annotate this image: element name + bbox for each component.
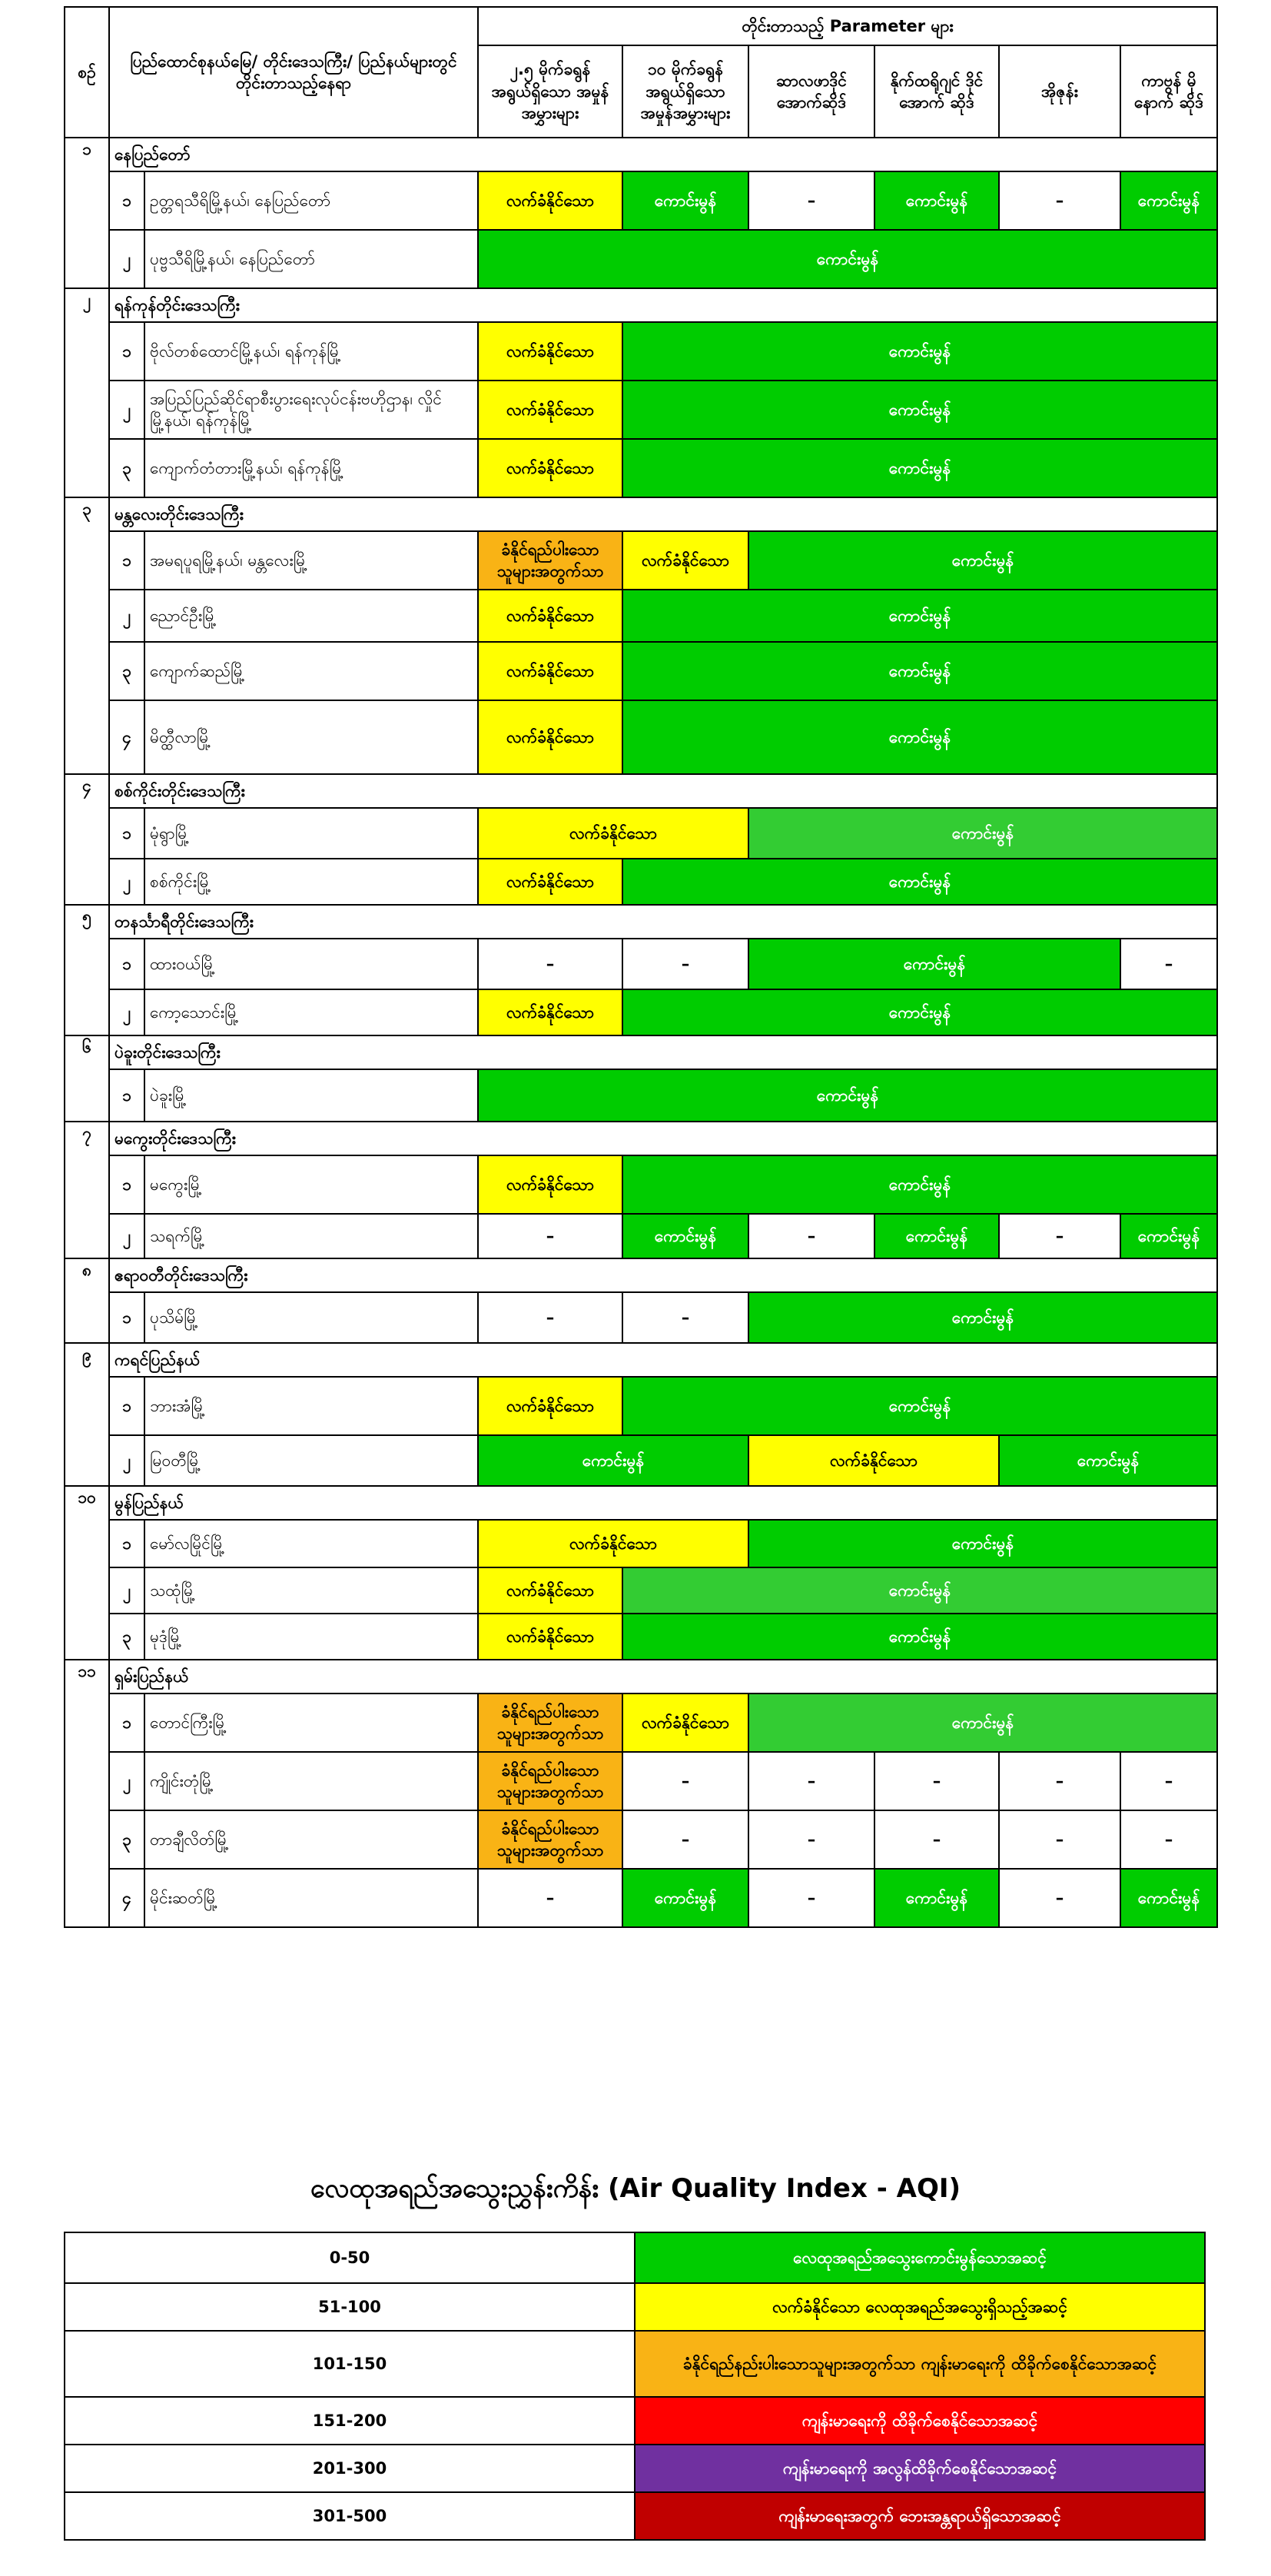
status-cell: ကောင်းမွန် [622, 381, 1217, 439]
status-cell: လက်ခံနိုင်သော [478, 590, 622, 642]
table-row [65, 1520, 1217, 1567]
status-cell: ကောင်းမွန် [622, 1377, 1217, 1435]
status-cell: – [478, 1214, 622, 1258]
row-number: ၄ [109, 1869, 144, 1927]
status-cell: ကောင်းမွန် [874, 1869, 999, 1927]
status-cell: ကောင်းမွန် [748, 1520, 1217, 1567]
aqi-row [65, 2445, 1205, 2492]
header-param-so2: ဆာလဖာဒိုင် အောက်ဆိုဒ် [748, 45, 874, 138]
header-param-co: ကာဗွန် မိုနောက် ဆိုဒ် [1120, 45, 1217, 138]
row-number: ၂ [109, 1752, 144, 1810]
status-cell: – [999, 171, 1120, 230]
region-number: ၁ [65, 138, 109, 288]
status-cell: လက်ခံနိုင်သော [478, 700, 622, 774]
region-number: ၂ [65, 288, 109, 497]
table-row [65, 1694, 1217, 1752]
status-cell: ကောင်းမွန် [622, 171, 748, 230]
status-cell: လက်ခံနိုင်သော [478, 859, 622, 905]
status-cell: ကောင်းမွန် [622, 590, 1217, 642]
aqi-title: လေထုအရည်အသွေးညွှန်းကိန်း (Air Quality Index - AQI) [310, 2173, 961, 2204]
status-cell: – [999, 1214, 1120, 1258]
table-row [65, 642, 1217, 700]
row-number: ၁ [109, 171, 144, 230]
region-number: ၃ [65, 497, 109, 774]
region-header-row [65, 1258, 1217, 1292]
region-header-row [65, 1122, 1217, 1155]
location-name: တောင်ကြီးမြို့ [144, 1694, 478, 1752]
header-no: စဉ် [65, 7, 109, 138]
row-number: ၁ [109, 322, 144, 381]
header-param-pm10: ၁၀ မိုက်ခရွန် အရွယ်ရှိသော အမှုန်အမွှားများ [622, 45, 748, 138]
row-number: ၂ [109, 989, 144, 1035]
status-cell: ကောင်းမွန် [1120, 1869, 1217, 1927]
table-row [65, 439, 1217, 497]
location-name: မုဒုံမြို့ [144, 1614, 478, 1660]
table-row [65, 1752, 1217, 1810]
status-cell: – [999, 1810, 1120, 1869]
region-name: နေပြည်တော် [109, 138, 1217, 171]
region-header-row [65, 497, 1217, 531]
status-cell: ခံနိုင်ရည်ပါးသော သူများအတွက်သာ [478, 531, 622, 590]
status-cell: – [478, 1869, 622, 1927]
row-number: ၂ [109, 1214, 144, 1258]
aqi-description: ကျန်းမာရေးအတွက် ဘေးအန္တရာယ်ရှိသောအဆင့် [635, 2492, 1205, 2540]
location-name: မကွေးမြို့ [144, 1155, 478, 1214]
table-row [65, 1155, 1217, 1214]
row-number: ၂ [109, 1567, 144, 1614]
location-name: မိုင်းဆတ်မြို့ [144, 1869, 478, 1927]
table-row [65, 1214, 1217, 1258]
status-cell: – [874, 1752, 999, 1810]
table-row [65, 939, 1217, 989]
row-number: ၃ [109, 1810, 144, 1869]
region-name: ဧရာဝတီတိုင်းဒေသကြီး [109, 1258, 1217, 1292]
status-cell: ကောင်းမွန် [622, 642, 1217, 700]
status-cell: လက်ခံနိုင်သော [478, 1567, 622, 1614]
table-row [65, 1069, 1217, 1122]
aqi-range: 51-100 [65, 2283, 635, 2331]
status-cell: ကောင်းမွန် [622, 989, 1217, 1035]
status-cell: ကောင်းမွန် [478, 1069, 1217, 1122]
status-cell: – [874, 1810, 999, 1869]
region-header-row [65, 1343, 1217, 1377]
row-number: ၂ [109, 859, 144, 905]
status-cell: – [1120, 1752, 1217, 1810]
status-cell: လက်ခံနိုင်သော [478, 808, 748, 859]
status-cell: ကောင်းမွန် [748, 531, 1217, 590]
status-cell: – [622, 939, 748, 989]
status-cell: ကောင်းမွန် [622, 700, 1217, 774]
aqi-range: 0-50 [65, 2232, 635, 2283]
table-row [65, 1435, 1217, 1486]
location-name: ဥတ္တရသီရိမြို့နယ်၊ နေပြည်တော် [144, 171, 478, 230]
status-cell: – [622, 1810, 748, 1869]
location-name: ကျိုင်းတုံမြို့ [144, 1752, 478, 1810]
location-name: မိတ္ထီလာမြို့ [144, 700, 478, 774]
region-number: ၈ [65, 1258, 109, 1343]
row-number: ၂ [109, 590, 144, 642]
row-number: ၁ [109, 1520, 144, 1567]
region-name: ကရင်ပြည်နယ် [109, 1343, 1217, 1377]
table-row [65, 1810, 1217, 1869]
region-header-row [65, 1486, 1217, 1520]
status-cell: ကောင်းမွန် [622, 1614, 1217, 1660]
status-cell: လက်ခံနိုင်သော [622, 531, 748, 590]
region-number: ၆ [65, 1035, 109, 1122]
table-row [65, 989, 1217, 1035]
region-name: မကွေးတိုင်းဒေသကြီး [109, 1122, 1217, 1155]
table-row [65, 1614, 1217, 1660]
location-name: တာချီလိတ်မြို့ [144, 1810, 478, 1869]
location-name: ဗိုလ်တစ်ထောင်မြို့နယ်၊ ရန်ကုန်မြို့ [144, 322, 478, 381]
aqi-row [65, 2283, 1205, 2331]
location-name: မော်လမြိုင်မြို့ [144, 1520, 478, 1567]
aqi-range: 201-300 [65, 2445, 635, 2492]
status-cell: လက်ခံနိုင်သော [478, 1614, 622, 1660]
region-name: ရှမ်းပြည်နယ် [109, 1660, 1217, 1694]
status-cell: လက်ခံနိုင်သော [478, 1377, 622, 1435]
table-row [65, 859, 1217, 905]
location-name: ဘားအံမြို့ [144, 1377, 478, 1435]
status-cell: ကောင်းမွန် [622, 1869, 748, 1927]
region-header-row [65, 774, 1217, 808]
region-number: ၉ [65, 1343, 109, 1486]
location-name: အပြည်ပြည်ဆိုင်ရာစီးပွားရေးလုပ်ငန်းဗဟိုဌာန၊ လှိုင်မြို့နယ်၊ ရန်ကုန်မြို့ [144, 381, 478, 439]
status-cell: – [748, 1869, 874, 1927]
status-cell: – [748, 1214, 874, 1258]
status-cell: ကောင်းမွန် [622, 1214, 748, 1258]
region-name: မွန်ပြည်နယ် [109, 1486, 1217, 1520]
aqi-row [65, 2331, 1205, 2397]
row-number: ၃ [109, 1614, 144, 1660]
aqi-range: 301-500 [65, 2492, 635, 2540]
header-location: ပြည်ထောင်စုနယ်မြေ/ တိုင်းဒေသကြီး/ ပြည်နယ်များတွင် တိုင်းတာသည့်နေရာ [109, 7, 478, 138]
status-cell: ခံနိုင်ရည်ပါးသော သူများအတွက်သာ [478, 1752, 622, 1810]
status-cell: လက်ခံနိုင်သော [478, 642, 622, 700]
status-cell: လက်ခံနိုင်သော [622, 1694, 748, 1752]
row-number: ၁ [109, 939, 144, 989]
row-number: ၄ [109, 700, 144, 774]
aqi-legend-body [65, 2232, 1205, 2540]
table-row [65, 808, 1217, 859]
location-name: ပုဗ္ဗသီရိမြို့နယ်၊ နေပြည်တော် [144, 230, 478, 288]
row-number: ၃ [109, 642, 144, 700]
location-name: မုံရွာမြို့ [144, 808, 478, 859]
status-cell: ခံနိုင်ရည်ပါးသော သူများအတွက်သာ [478, 1810, 622, 1869]
row-number: ၂ [109, 1435, 144, 1486]
table-row [65, 171, 1217, 230]
status-cell: ကောင်းမွန် [622, 859, 1217, 905]
location-name: မြဝတီမြို့ [144, 1435, 478, 1486]
status-cell: ကောင်းမွန် [874, 1214, 999, 1258]
air-quality-table [64, 6, 1218, 1928]
status-cell: – [748, 171, 874, 230]
status-cell: လက်ခံနိုင်သော [748, 1435, 999, 1486]
location-name: သထုံမြို့ [144, 1567, 478, 1614]
region-number: ၅ [65, 905, 109, 1035]
table-row [65, 590, 1217, 642]
status-cell: ကောင်းမွန် [478, 1435, 748, 1486]
status-cell: လက်ခံနိုင်သော [478, 381, 622, 439]
status-cell: လက်ခံနိုင်သော [478, 439, 622, 497]
status-cell: ကောင်းမွန် [748, 939, 1120, 989]
table-body [65, 138, 1217, 1927]
header-param-no2: နိုက်ထရိုဂျင် ဒိုင်အောက် ဆိုဒ် [874, 45, 999, 138]
region-number: ၁၁ [65, 1660, 109, 1927]
status-cell: – [478, 939, 622, 989]
location-name: ပဲခူးမြို့ [144, 1069, 478, 1122]
status-cell: – [622, 1752, 748, 1810]
row-number: ၂ [109, 381, 144, 439]
table-row [65, 1292, 1217, 1343]
status-cell: ကောင်းမွန် [1120, 1214, 1217, 1258]
status-cell: ကောင်းမွန် [748, 1694, 1217, 1752]
status-cell: ကောင်းမွန် [622, 1567, 1217, 1614]
region-header-row [65, 138, 1217, 171]
region-name: ပဲခူးတိုင်းဒေသကြီး [109, 1035, 1217, 1069]
status-cell: – [1120, 1810, 1217, 1869]
location-name: ပုသိမ်မြို့ [144, 1292, 478, 1343]
region-header-row [65, 288, 1217, 322]
table-row [65, 700, 1217, 774]
region-header-row [65, 1660, 1217, 1694]
row-number: ၁ [109, 531, 144, 590]
status-cell: ကောင်းမွန် [1120, 171, 1217, 230]
location-name: အမရပူရမြို့နယ်၊ မန္တလေးမြို့ [144, 531, 478, 590]
aqi-description: ကျန်းမာရေးကို အလွန်ထိခိုက်စေနိုင်သောအဆင့် [635, 2445, 1205, 2492]
region-name: တနင်္သာရီတိုင်းဒေသကြီး [109, 905, 1217, 939]
region-header-row [65, 905, 1217, 939]
row-number: ၁ [109, 808, 144, 859]
row-number: ၁ [109, 1069, 144, 1122]
header-param-pm25: ၂.၅ မိုက်ခရွန် အရွယ်ရှိသော အမှုန်အမွှားများ [478, 45, 622, 138]
aqi-row [65, 2397, 1205, 2445]
header-param-o3: အိုဇုန်း [999, 45, 1120, 138]
status-cell: ကောင်းမွန် [478, 230, 1217, 288]
aqi-description: လက်ခံနိုင်သော လေထုအရည်အသွေးရှိသည့်အဆင့် [635, 2283, 1205, 2331]
region-header-row [65, 1035, 1217, 1069]
header-param-group: တိုင်းတာသည့် Parameter များ [478, 7, 1217, 45]
table-row [65, 1377, 1217, 1435]
table-row [65, 322, 1217, 381]
table-row [65, 381, 1217, 439]
location-name: ကျောက်တံတားမြို့နယ်၊ ရန်ကုန်မြို့ [144, 439, 478, 497]
status-cell: ကောင်းမွန် [622, 439, 1217, 497]
status-cell: ကောင်းမွန် [874, 171, 999, 230]
aqi-range: 101-150 [65, 2331, 635, 2397]
status-cell: – [622, 1292, 748, 1343]
location-name: ထားဝယ်မြို့ [144, 939, 478, 989]
aqi-row [65, 2492, 1205, 2540]
status-cell: ခံနိုင်ရည်ပါးသော သူများအတွက်သာ [478, 1694, 622, 1752]
status-cell: ကောင်းမွန် [999, 1435, 1217, 1486]
location-name: စစ်ကိုင်းမြို့ [144, 859, 478, 905]
status-cell: ကောင်းမွန် [622, 1155, 1217, 1214]
status-cell: – [1120, 939, 1217, 989]
location-name: ညောင်ဦးမြို့ [144, 590, 478, 642]
status-cell: ကောင်းမွန် [622, 322, 1217, 381]
row-number: ၁ [109, 1155, 144, 1214]
region-number: ၄ [65, 774, 109, 905]
status-cell: လက်ခံနိုင်သော [478, 322, 622, 381]
status-cell: လက်ခံနိုင်သော [478, 1520, 748, 1567]
aqi-description: ခံနိုင်ရည်နည်းပါးသောသူများအတွက်သာ ကျန်းမာရေးကို ထိခိုက်စေနိုင်သောအဆင့် [635, 2331, 1205, 2397]
row-number: ၁ [109, 1377, 144, 1435]
row-number: ၁ [109, 1292, 144, 1343]
location-name: သရက်မြို့ [144, 1214, 478, 1258]
status-cell: လက်ခံနိုင်သော [478, 1155, 622, 1214]
location-name: ကျောက်ဆည်မြို့ [144, 642, 478, 700]
region-name: စစ်ကိုင်းတိုင်းဒေသကြီး [109, 774, 1217, 808]
location-name: ကော့သောင်းမြို့ [144, 989, 478, 1035]
table-row [65, 531, 1217, 590]
aqi-description: လေထုအရည်အသွေးကောင်းမွန်သောအဆင့် [635, 2232, 1205, 2283]
status-cell: – [748, 1752, 874, 1810]
region-number: ၇ [65, 1122, 109, 1258]
row-number: ၂ [109, 230, 144, 288]
status-cell: – [748, 1810, 874, 1869]
table-row [65, 230, 1217, 288]
status-cell: လက်ခံနိုင်သော [478, 171, 622, 230]
row-number: ၁ [109, 1694, 144, 1752]
status-cell: – [999, 1752, 1120, 1810]
status-cell: ကောင်းမွန် [748, 808, 1217, 859]
aqi-legend-table [64, 2232, 1206, 2541]
region-name: ရန်ကုန်တိုင်းဒေသကြီး [109, 288, 1217, 322]
region-number: ၁၀ [65, 1486, 109, 1660]
aqi-description: ကျန်းမာရေးကို ထိခိုက်စေနိုင်သောအဆင့် [635, 2397, 1205, 2445]
status-cell: – [999, 1869, 1120, 1927]
aqi-row [65, 2232, 1205, 2283]
table-row [65, 1567, 1217, 1614]
aqi-range: 151-200 [65, 2397, 635, 2445]
status-cell: – [478, 1292, 622, 1343]
region-name: မန္တလေးတိုင်းဒေသကြီး [109, 497, 1217, 531]
status-cell: လက်ခံနိုင်သော [478, 989, 622, 1035]
status-cell: ကောင်းမွန် [748, 1292, 1217, 1343]
table-row [65, 1869, 1217, 1927]
row-number: ၃ [109, 439, 144, 497]
